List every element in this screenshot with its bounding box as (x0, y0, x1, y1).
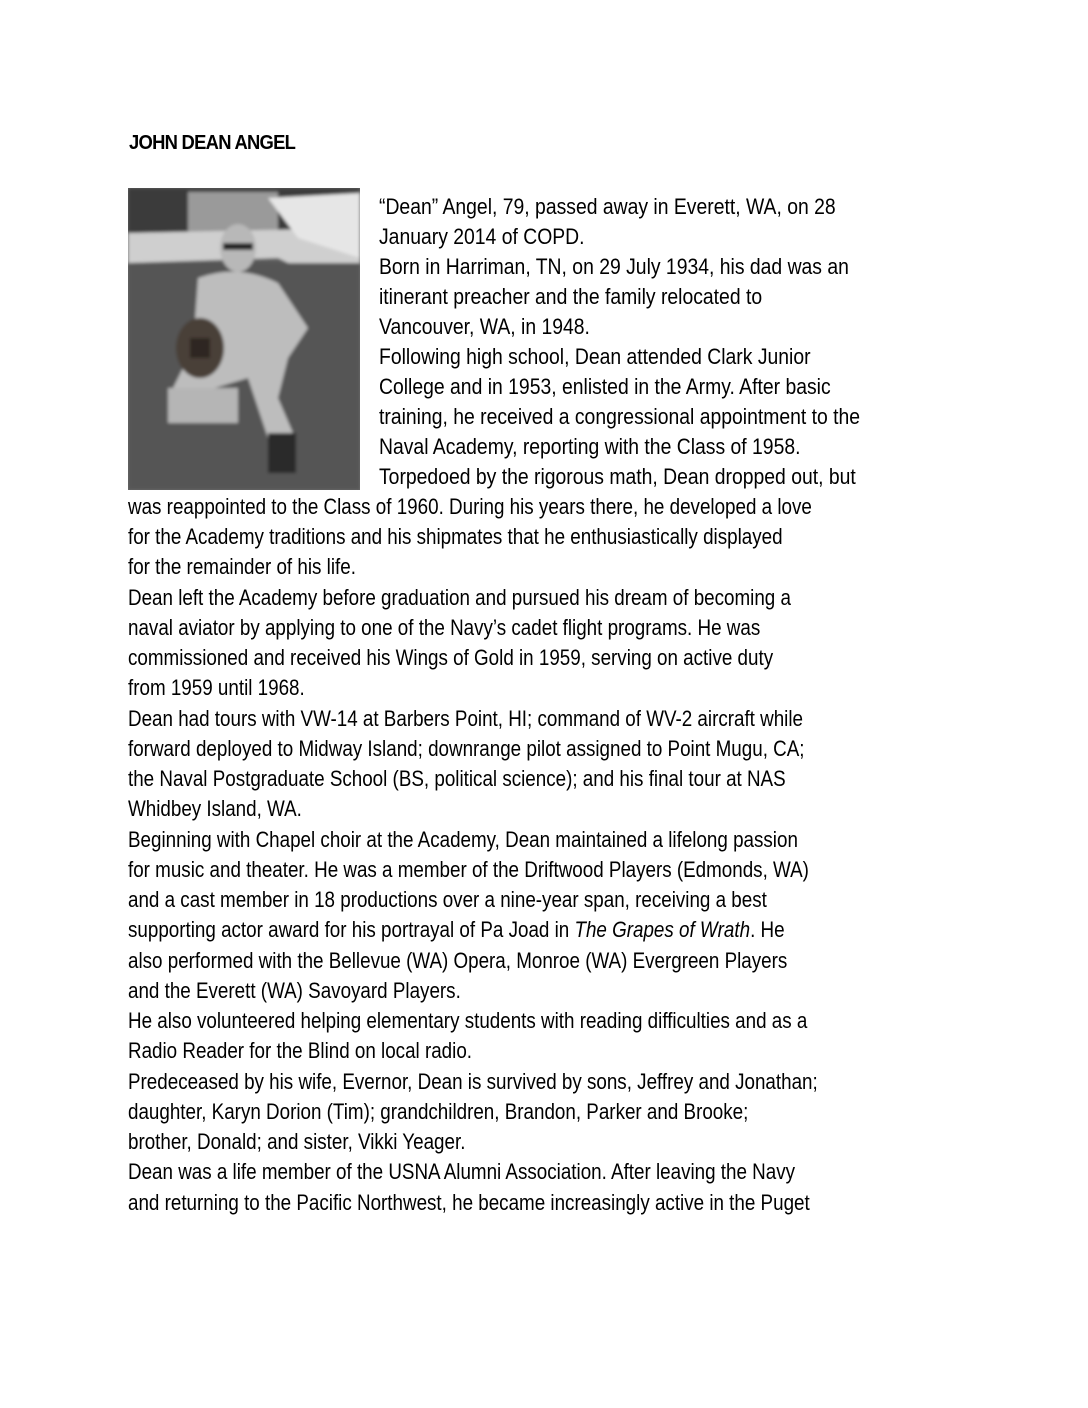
body-line: from 1959 until 1968. (128, 675, 305, 700)
body-line: naval aviator by applying to one of the Navy’s cadet flight programs. He was (128, 615, 761, 640)
body-line: Dean was a life member of the USNA Alumni Association. After leaving the Navy (128, 1159, 796, 1184)
body-line: for the remainder of his life. (128, 554, 356, 579)
body-line: for the Academy traditions and his shipmates that he enthusiastically displayed (128, 524, 783, 549)
body-line: Dean left the Academy before graduation and pursued his dream of becoming a (128, 585, 791, 610)
body-line: and the Everett (WA) Savoyard Players. (128, 978, 461, 1003)
body-text: supporting actor award for his portrayal of Pa Joad in (128, 917, 575, 942)
body-line: Beginning with Chapel choir at the Academy, Dean maintained a lifelong passion (128, 827, 798, 852)
body-line: the Naval Postgraduate School (BS, political science); and his final tour at NAS (128, 766, 786, 791)
body-line: Predeceased by his wife, Evernor, Dean is survived by sons, Jeffrey and Jonathan; (128, 1069, 818, 1094)
body-line: He also volunteered helping elementary students with reading difficulties and as a (128, 1008, 808, 1033)
body-line: Born in Harriman, TN, on 29 July 1934, his dad was an (379, 254, 849, 279)
body-line: and a cast member in 18 productions over a nine-year span, receiving a best (128, 887, 767, 912)
body-line: brother, Donald; and sister, Vikki Yeager. (128, 1129, 466, 1154)
body-line: College and in 1953, enlisted in the Army. After basic (379, 374, 831, 399)
body-line: Whidbey Island, WA. (128, 796, 302, 821)
body-line: itinerant preacher and the family relocated to (379, 284, 763, 309)
body-line: for music and theater. He was a member of the Driftwood Players (Edmonds, WA) (128, 857, 809, 882)
body-line: Torpedoed by the rigorous math, Dean dropped out, but (379, 464, 856, 489)
body-line: and returning to the Pacific Northwest, he became increasingly active in the Puget (128, 1190, 810, 1215)
body-line: Vancouver, WA, in 1948. (379, 314, 590, 339)
body-line: Following high school, Dean attended Clark Junior (379, 344, 811, 369)
body-line (128, 915, 785, 945)
body-line: Radio Reader for the Blind on local radio. (128, 1038, 473, 1063)
page-title: JOHN DEAN ANGEL (129, 132, 296, 154)
body-line: commissioned and received his Wings of Gold in 1959, serving on active duty (128, 645, 774, 670)
body-line: was reappointed to the Class of 1960. During his years there, he developed a love (128, 494, 812, 519)
body-text: . He (750, 917, 785, 942)
body-line: also performed with the Bellevue (WA) Opera, Monroe (WA) Evergreen Players (128, 948, 788, 973)
body-line: January 2014 of COPD. (379, 224, 585, 249)
body-line: forward deployed to Midway Island; downrange pilot assigned to Point Mugu, CA; (128, 736, 805, 761)
body-line: daughter, Karyn Dorion (Tim); grandchildren, Brandon, Parker and Brooke; (128, 1099, 749, 1124)
body-line: Dean had tours with VW-14 at Barbers Point, HI; command of WV-2 aircraft while (128, 706, 804, 731)
body-line: training, he received a congressional appointment to the (379, 404, 861, 429)
body-line: Naval Academy, reporting with the Class of 1958. (379, 434, 801, 459)
book-title: The Grapes of Wrath (574, 917, 751, 942)
body-line: “Dean” Angel, 79, passed away in Everett, WA, on 28 (379, 194, 836, 219)
